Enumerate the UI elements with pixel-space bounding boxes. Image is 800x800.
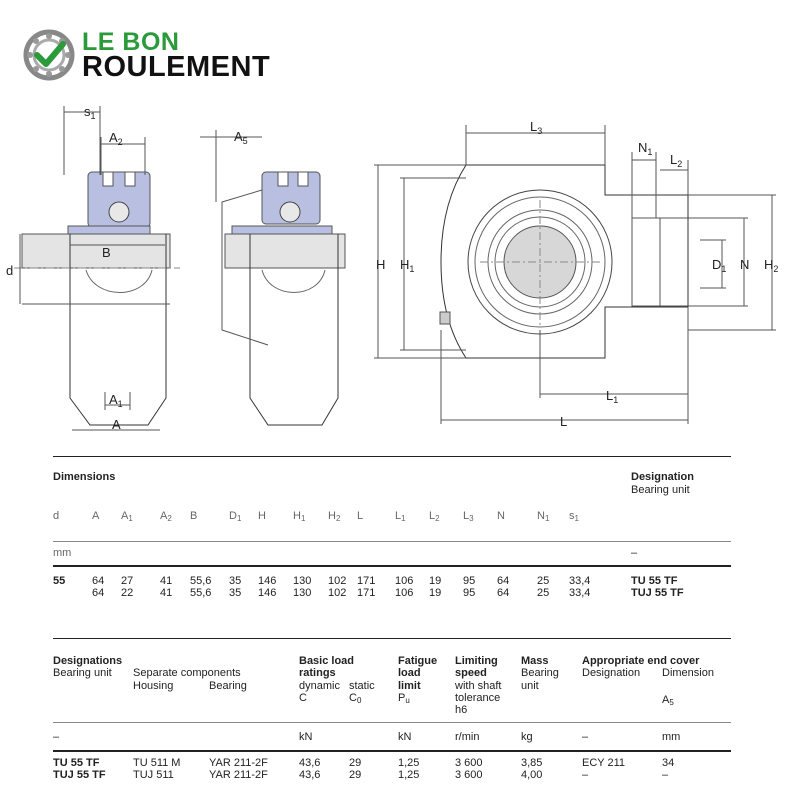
dimension-value: 95 [463,575,476,587]
cell-C0: 29 [349,757,362,769]
limiting-header-3: with shaft [455,680,502,692]
dimension-value: 95 [463,587,476,599]
fatigue-header-3: limit [398,680,421,692]
mass-header-1: Mass [521,655,549,667]
limiting-header-2: speed [455,667,487,679]
col-header: $L_3$ [463,510,474,523]
designation-value: TUJ 55 TF [631,587,684,599]
bearing-header: Bearing [209,680,247,692]
dimension-value: 130 [293,575,312,587]
limiting-header-1: Limiting [455,655,498,667]
cell-unit: TUJ 55 TF [53,769,106,781]
col-header: $A_2$ [160,510,172,523]
label-A5: $A_5$ [234,129,248,146]
dimension-value: 25 [537,575,550,587]
unit-kN-1: kN [299,731,313,743]
col-header: $s_1$ [569,510,579,523]
separate-components-header: Separate components [133,667,241,679]
col-header: H [258,510,266,522]
cell-cover: – [582,769,589,781]
dimension-value: 64 [497,575,510,587]
designation-title: Designation [631,471,694,483]
unit-speed: r/min [455,731,480,743]
label-L3: $L_3$ [530,119,543,136]
bearing-unit-header: Bearing unit [53,667,112,679]
dimension-value: 146 [258,575,277,587]
designations-title: Designations [53,655,123,667]
dimension-value: 64 [497,587,510,599]
fatigue-header-1: Fatigue [398,655,438,667]
label-s1: $s_1$ [84,104,96,121]
col-header: N [497,510,505,522]
dimension-value: 19 [429,587,442,599]
basic-load-header-1: Basic load [299,655,355,667]
label-H2: $H_2$ [764,257,779,274]
dimension-value: 41 [160,587,173,599]
unit-mm: mm [53,547,72,559]
cell-cover: ECY 211 [582,757,626,769]
technical-drawing [0,95,800,440]
col-header: A [92,510,100,522]
cell-C: 43,6 [299,757,321,769]
housing-header: Housing [133,680,174,692]
label-A1: $A_1$ [109,392,123,409]
unit-unit: – [53,731,60,743]
cell-C0: 29 [349,769,362,781]
col-header: $H_1$ [293,510,306,523]
label-L1: $L_1$ [606,388,619,405]
logo-text-bottom: ROULEMENT [82,51,271,83]
col-header: $A_1$ [121,510,133,523]
cell-mass: 4,00 [521,769,543,781]
dimension-value: 55,6 [190,587,212,599]
dimension-value: 64 [92,575,105,587]
designation-subtitle: Bearing unit [631,484,690,496]
unit-mass: kg [521,731,533,743]
cover-designation-header: Designation [582,667,641,679]
mass-header-3: unit [521,680,539,692]
cell-housing: TU 511 M [133,757,181,769]
bearing-logo-icon [22,28,76,82]
dimension-value: 22 [121,587,134,599]
dimension-value: 35 [229,587,242,599]
dimension-value: 106 [395,575,414,587]
label-A: A [112,417,121,432]
cell-bearing: YAR 211-2F [209,757,268,769]
end-cover-header: Appropriate end cover [582,655,700,667]
cell-C: 43,6 [299,769,321,781]
col-header: $L_2$ [429,510,440,523]
label-D1: $D_1$ [712,257,727,274]
dimension-value: 55,6 [190,575,212,587]
cell-Pu: 1,25 [398,769,420,781]
cell-unit: TU 55 TF [53,757,100,769]
unit-cover: – [582,731,589,743]
limiting-header-4: tolerance [455,692,501,704]
dimension-value: 64 [92,587,105,599]
cell-mass: 3,85 [521,757,543,769]
cover-dimension-header: Dimension [662,667,714,679]
label-L2: $L_2$ [670,152,683,169]
logo-text-top: LE BON [82,28,180,56]
cell-speed: 3 600 [455,757,483,769]
dimension-value: 35 [229,575,242,587]
col-header: B [190,510,198,522]
designation-value: TU 55 TF [631,575,678,587]
dimension-value: 41 [160,575,173,587]
label-N1: $N_1$ [638,140,653,157]
col-header: L [357,510,364,522]
col-header: $N_1$ [537,510,550,523]
label-N: N [740,257,750,272]
mass-header-2: Bearing [521,667,559,679]
cell-bearing: YAR 211-2F [209,769,268,781]
dimension-value: 33,4 [569,587,591,599]
label-L: L [560,414,568,429]
basic-load-header-2: ratings [299,667,336,679]
C-header: C [299,692,307,704]
dimension-value: 146 [258,587,277,599]
dimensions-title: Dimensions [53,471,116,483]
label-A2: $A_2$ [109,130,123,147]
unit-dash: – [631,547,638,559]
cell-A5: 34 [662,757,675,769]
col-header: $H_2$ [328,510,341,523]
unit-dim: mm [662,731,681,743]
cell-speed: 3 600 [455,769,483,781]
dimension-value: 27 [121,575,134,587]
label-B: B [102,245,111,260]
dimension-value: 106 [395,587,414,599]
cell-housing: TUJ 511 [133,769,174,781]
dimension-value: 33,4 [569,575,591,587]
dimension-value: 25 [537,587,550,599]
fatigue-header-2: load [398,667,421,679]
cell-A5: – [662,769,669,781]
static-header: static [349,680,375,692]
C0-header: $C_0$ [349,692,362,705]
dimension-value: 171 [357,575,376,587]
label-d: d [6,263,14,278]
cell-Pu: 1,25 [398,757,420,769]
check-icon [37,44,63,64]
Pu-header: $P_u$ [398,692,410,705]
label-H: H [376,257,386,272]
dimension-value: 130 [293,587,312,599]
col-header: d [53,510,60,522]
dimension-value: 102 [328,587,347,599]
unit-kN-2: kN [398,731,412,743]
limiting-header-5: h6 [455,704,468,716]
label-H1: $H_1$ [400,257,415,274]
dimension-value: 102 [328,575,347,587]
dimension-value: 19 [429,575,442,587]
bore-diameter: 55 [53,575,66,587]
dynamic-header: dynamic [299,680,340,692]
col-header: $L_1$ [395,510,406,523]
A5-header: $A_5$ [662,694,674,707]
dimension-value: 171 [357,587,376,599]
col-header: $D_1$ [229,510,242,523]
